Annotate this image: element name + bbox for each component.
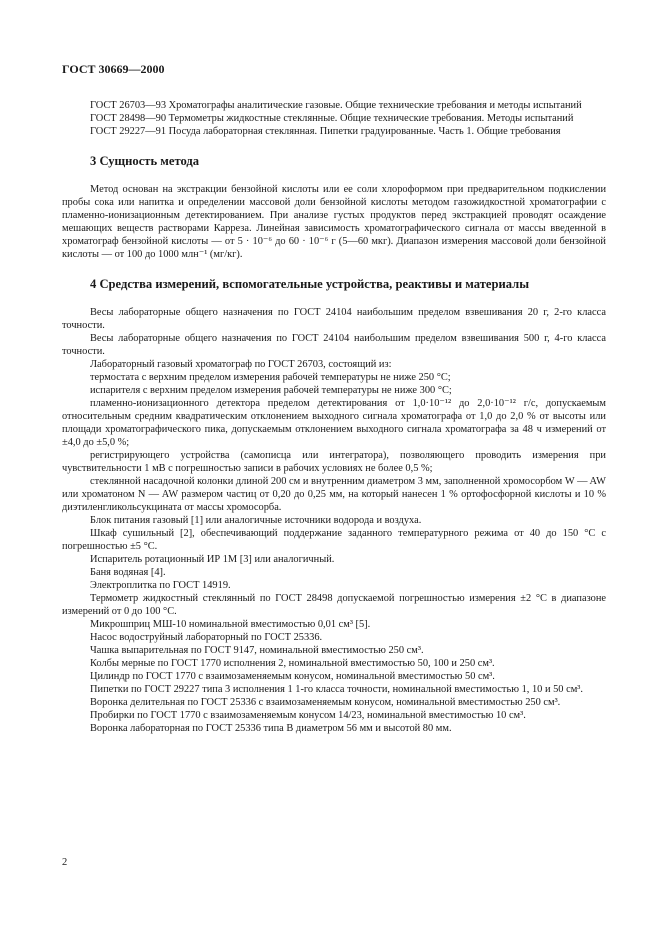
section-body — [62, 306, 606, 735]
equipment-item: Колбы мерные по ГОСТ 1770 исполнения 2, номинальной вместимостью 50, 100 и 250 см³. — [90, 658, 495, 669]
equipment-item: Весы лабораторные общего назначения по ГОСТ 24104 наибольшим пределом взвешивания 20 г, 2-го класса точности. — [62, 307, 606, 331]
equipment-item: Баня водяная [4]. — [90, 567, 166, 578]
equipment-item: Воронка лабораторная по ГОСТ 25336 типа В диаметром 56 мм и высотой 80 мм. — [90, 723, 452, 734]
equipment-item: пламенно-ионизационного детектора пределом детектирования от 1,0·10⁻¹² до 2,0·10⁻¹² г/с, допускаемым относительным средним квадратическим отклонением выходного сигнала хроматографа от 1,0 до 2,0 % от высоты или площади хроматографического пика, допускаемым отклонением выходного сигнала хроматографа за 48 ч измерений от ±4,0 до ±5,0 %; — [62, 398, 606, 448]
equipment-item: Лабораторный газовый хроматограф по ГОСТ 26703, состоящий из: — [90, 359, 392, 370]
equipment-item: Пипетки по ГОСТ 29227 типа 3 исполнения 1 1-го класса точности, номинальной вместимостью 1, 10 и 50 см³. — [90, 684, 583, 695]
document-page — [62, 62, 606, 735]
equipment-item: Электроплитка по ГОСТ 14919. — [90, 580, 231, 591]
reference-item: ГОСТ 29227—91 Посуда лабораторная стеклянная. Пипетки градуированные. Часть 1. Общие требования — [90, 126, 561, 137]
equipment-item: Шкаф сушильный [2], обеспечивающий поддержание заданного температурного режима от 40 до 150 °С с погрешностью ±5 °С. — [62, 528, 606, 552]
page-number: 2 — [62, 857, 68, 868]
equipment-item: Насос водоструйный лабораторный по ГОСТ 25336. — [90, 632, 323, 643]
reference-item: ГОСТ 26703—93 Хроматографы аналитические газовые. Общие технические требования и методы испытаний — [90, 100, 582, 111]
equipment-item: Весы лабораторные общего назначения по ГОСТ 24104 наибольшим пределом взвешивания 500 г, 4-го класса точности. — [62, 333, 606, 357]
equipment-item: Испаритель ротационный ИР 1М [3] или аналогичный. — [90, 554, 335, 565]
document-id: ГОСТ 30669—2000 — [62, 62, 165, 76]
equipment-item: Чашка выпарительная по ГОСТ 9147, номинальной вместимостью 250 см³. — [90, 645, 424, 656]
equipment-item: термостата с верхним пределом измерения рабочей температуры не ниже 250 °С; — [90, 372, 451, 383]
equipment-item: Пробирки по ГОСТ 1770 с взаимозаменяемым конусом 14/23, номинальной вместимостью 10 см³. — [90, 710, 526, 721]
equipment-item: Воронка делительная по ГОСТ 25336 с взаимозаменяемым конусом, номинальной вместимостью 250 см³. — [90, 697, 561, 708]
equipment-item: испарителя с верхним пределом измерения рабочей температуры не ниже 300 °С; — [90, 385, 452, 396]
equipment-item: Цилиндр по ГОСТ 1770 с взаимозаменяемым конусом, номинальной вместимостью 50 см³. — [90, 671, 495, 682]
equipment-item: Термометр жидкостный стеклянный по ГОСТ 28498 допускаемой погрешностью измерения ±2 °С в диапазоне измерений от 0 до 100 °С. — [62, 593, 606, 617]
equipment-item: Микрошприц МШ-10 номинальной вместимостью 0,01 см³ [5]. — [90, 619, 371, 630]
section-text: Метод основан на экстракции бензойной кислоты или ее соли хлороформом при предварительном подкислении пробы сока или напитка и определении массовой доли бензойной кислоты методом газожидкостной хроматографии с пламенно-ионизационным детектированием. При анализе густых продуктов перед экстракцией проводят осаждение мешающих веществ растворами Карреза. Линейная зависимость хроматографического сигнала от массы введенной в хроматограф бензойной кислоты — от 5 · 10⁻⁶ до 60 · 10⁻⁶ г (5—60 мкг). Диапазон измерения массовой доли бензойной кислоты — от 100 до 1000 млн⁻¹ (мг/кг). — [62, 184, 606, 260]
reference-item: ГОСТ 28498—90 Термометры жидкостные стеклянные. Общие технические требования. Методы испытаний — [90, 113, 574, 124]
equipment-item: стеклянной насадочной колонки длиной 200 см и внутренним диаметром 3 мм, заполненной хромосорбом W — AW или хроматоном N — AW размером частиц от 0,20 до 0,25 мм, на который нанесен 1 % ортофосфорной кислоты и 10 % диэтиленгликольсукцината от массы хромосорба. — [62, 476, 606, 513]
equipment-item: регистрирующего устройства (самописца или интегратора), позволяющего проводить измерения при чувствительности 1 мВ с погрешностью записи в рабочих условиях не более 0,5 %; — [62, 450, 606, 474]
equipment-item: Блок питания газовый [1] или аналогичные источники водорода и воздуха. — [90, 515, 422, 526]
section-heading: 4 Средства измерений, вспомогательные устройства, реактивы и материалы — [90, 277, 530, 291]
section-heading: 3 Сущность метода — [90, 154, 200, 168]
